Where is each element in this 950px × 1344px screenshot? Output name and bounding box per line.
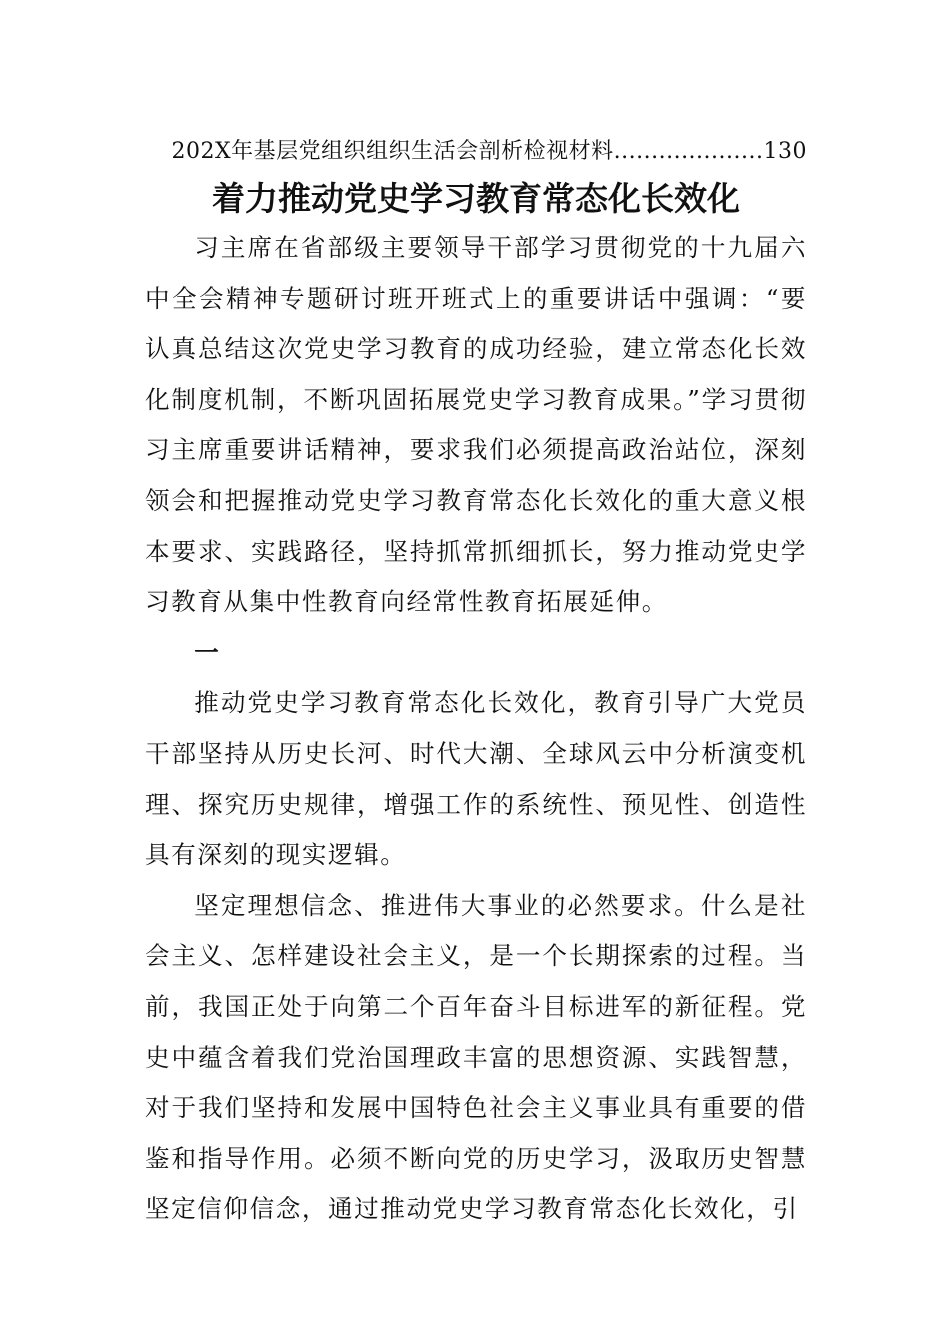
paragraph-intro: 习主席在省部级主要领导干部学习贯彻党的十九届六中全会精神专题研讨班开班式上的重要讲话中强调：“要认真总结这次党史学习教育的成功经验，建立常态化长效化制度机制，不断巩固拓展党史学习教育成果。”学习贯彻习主席重要讲话精神，要求我们必须提高政治站位，深刻领会和把握推动党史学习教育常态化长效化的重大意义根本要求、实践路径，坚持抓常抓细抓长，努力推动党史学习教育从集中性教育向经常性教育拓展延伸。: [145, 233, 807, 617]
toc-entry-text: 202X年基层党组织组织生活会剖析检视材料: [171, 139, 614, 164]
toc-leader-dots: ....................: [613, 139, 764, 164]
article-body: [145, 223, 807, 1235]
section-heading-one: 一: [194, 637, 221, 667]
toc-entry[interactable]: [145, 138, 807, 166]
paragraph-ideals: 坚定理想信念、推进伟大事业的必然要求。什么是社会主义、怎样建设社会主义，是一个长期探索的过程。当前，我国正处于向第二个百年奋斗目标进军的新征程。党史中蕴含着我们党治国理政丰富的思想资源、实践智慧，对于我们坚持和发展中国特色社会主义事业具有重要的借鉴和指导作用。必须不断向党的历史学习，汲取历史智慧坚定信仰信念，通过推动党史学习教育常态化长效化，引: [145, 890, 807, 1224]
toc-page-number: 130: [763, 139, 807, 164]
paragraph-section-one: 推动党史学习教育常态化长效化，教育引导广大党员干部坚持从历史长河、时代大潮、全球风云中分析演变机理、探究历史规律，增强工作的系统性、预见性、创造性具有深刻的现实逻辑。: [145, 688, 807, 870]
article-title: 着力推动党史学习教育常态化长效化: [212, 179, 740, 218]
